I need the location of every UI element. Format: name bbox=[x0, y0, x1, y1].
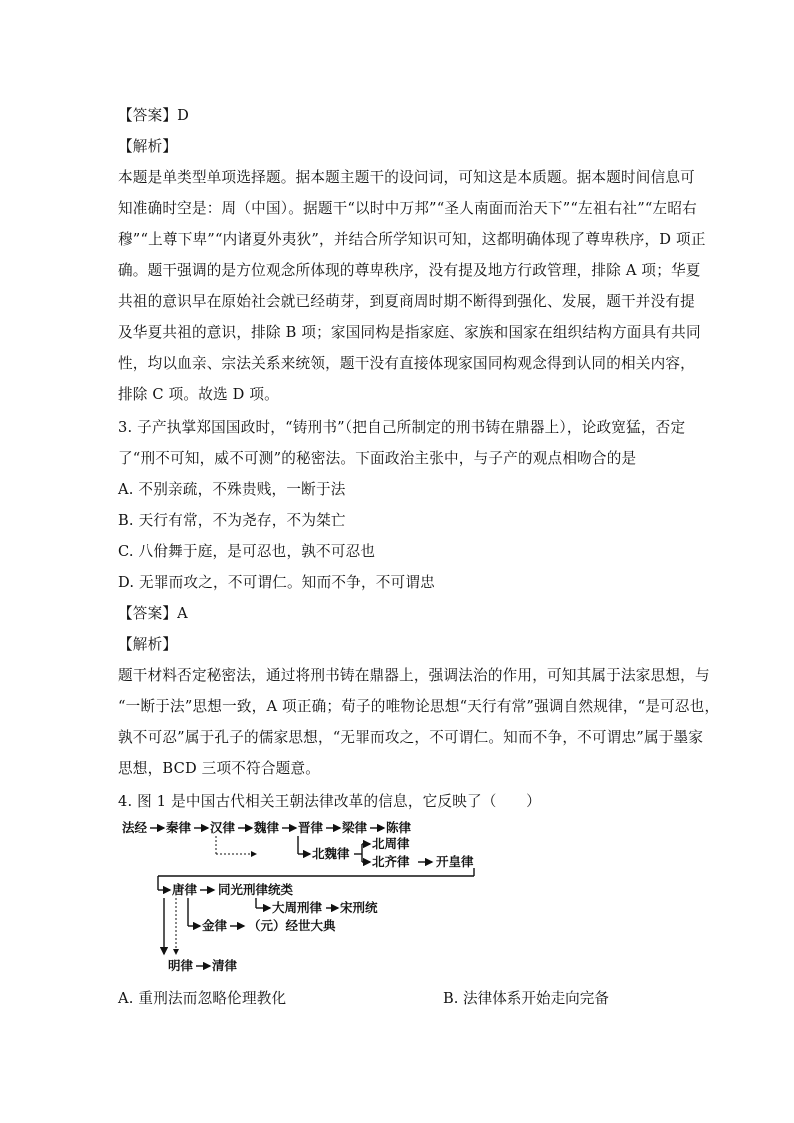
analysis-para: 性，均以血亲、宗法关系来统领，题干没有直接体现家国同构观念得到认同的相关内容， bbox=[118, 355, 695, 372]
node-han: 汉律 bbox=[210, 820, 236, 835]
analysis-para: “一断于法”思想一致，A 项正确；荀子的唯物论思想“天行有常”强调自然规律，“是可忍也， bbox=[118, 698, 720, 715]
option-d: D. 无罪而攻之，不可谓仁。知而不争，不可谓忠 bbox=[118, 574, 435, 591]
node-bei-qi: 北齐律 bbox=[372, 854, 410, 869]
node-chen: 陈律 bbox=[386, 820, 412, 835]
node-fajing: 法经 bbox=[122, 820, 148, 835]
node-jin: 晋律 bbox=[298, 820, 324, 835]
node-qing: 清律 bbox=[212, 958, 238, 973]
analysis-para: 知准确时空是：周（中国）。据题干“以时中万邦”“圣人南面而治天下”“左祖右社”“左昭右 bbox=[118, 200, 697, 217]
node-bei-wei: 北魏律 bbox=[312, 846, 350, 861]
node-yuan: （元）经世大典 bbox=[248, 918, 336, 933]
option-b: B. 法律体系开始走向完备 bbox=[443, 990, 609, 1007]
question-3-stem: 3. 子产执掌郑国国政时，“铸刑书”（把自己所制定的刑书铸在鼎器上），论政宽猛，否定 bbox=[118, 419, 686, 436]
node-wei: 魏律 bbox=[254, 820, 280, 835]
node-kaihuang: 开皇律 bbox=[436, 854, 474, 869]
question-4-stem: 4. 图 1 是中国古代相关王朝法律改革的信息，它反映了（ ） bbox=[118, 793, 541, 810]
node-qin: 秦律 bbox=[166, 820, 192, 835]
node-dazhou: 大周刑律 bbox=[272, 900, 323, 915]
node-song: 宋刑统 bbox=[340, 900, 378, 915]
option-a: A. 重刑法而忽略伦理教化 bbox=[118, 990, 287, 1007]
analysis-para: 孰不可忍”属于孔子的儒家思想，“无罪而攻之，不可谓仁。知而不争，不可谓忠”属于墨家 bbox=[118, 729, 704, 746]
answer-label: 【答案】A bbox=[118, 605, 188, 622]
node-ming: 明律 bbox=[168, 958, 194, 973]
analysis-para: 题干材料否定秘密法，通过将刑书铸在鼎器上，强调法治的作用，可知其属于法家思想，与 bbox=[118, 667, 710, 684]
option-b: B. 天行有常，不为尧存，不为桀亡 bbox=[118, 512, 346, 529]
analysis-para: 思想，BCD 三项不符合题意。 bbox=[118, 760, 321, 777]
answer-label: 【答案】D bbox=[118, 107, 190, 124]
option-c: C. 八佾舞于庭，是可忍也，孰不可忍也 bbox=[118, 543, 376, 560]
node-jinlv: 金律 bbox=[202, 918, 228, 933]
analysis-para: 共祖的意识早在原始社会就已经萌芽，到夏商周时期不断得到强化、发展，题干并没有提 bbox=[118, 293, 695, 310]
node-tongguang: 同光刑律统类 bbox=[218, 882, 294, 897]
analysis-label: 【解析】 bbox=[118, 138, 178, 155]
question-3-stem: 了“刑不可知，威不可测”的秘密法。下面政治主张中，与子产的观点相吻合的是 bbox=[118, 450, 637, 467]
law-evolution-diagram bbox=[118, 816, 498, 976]
node-liang: 梁律 bbox=[342, 820, 368, 835]
analysis-para: 排除 C 项。故选 D 项。 bbox=[118, 386, 279, 403]
option-a: A. 不别亲疏，不殊贵贱，一断于法 bbox=[118, 481, 346, 498]
analysis-para: 穆”“上尊下卑”“内诸夏外夷狄”，并结合所学知识可知，这都明确体现了尊卑秩序，D 项正 bbox=[118, 231, 706, 248]
analysis-para: 本题是单类型单项选择题。据本题主题干的设问词，可知这是本质题。据本题时间信息可 bbox=[118, 169, 695, 186]
analysis-para: 确。题干强调的是方位观念所体现的尊卑秩序，没有提及地方行政管理，排除 A 项；华夏 bbox=[118, 262, 701, 279]
node-bei-zhou: 北周律 bbox=[372, 836, 410, 851]
node-tang: 唐律 bbox=[172, 882, 198, 897]
analysis-para: 及华夏共祖的意识，排除 B 项；家国同构是指家庭、家族和国家在组织结构方面具有共同 bbox=[118, 324, 701, 341]
analysis-label: 【解析】 bbox=[118, 636, 178, 653]
